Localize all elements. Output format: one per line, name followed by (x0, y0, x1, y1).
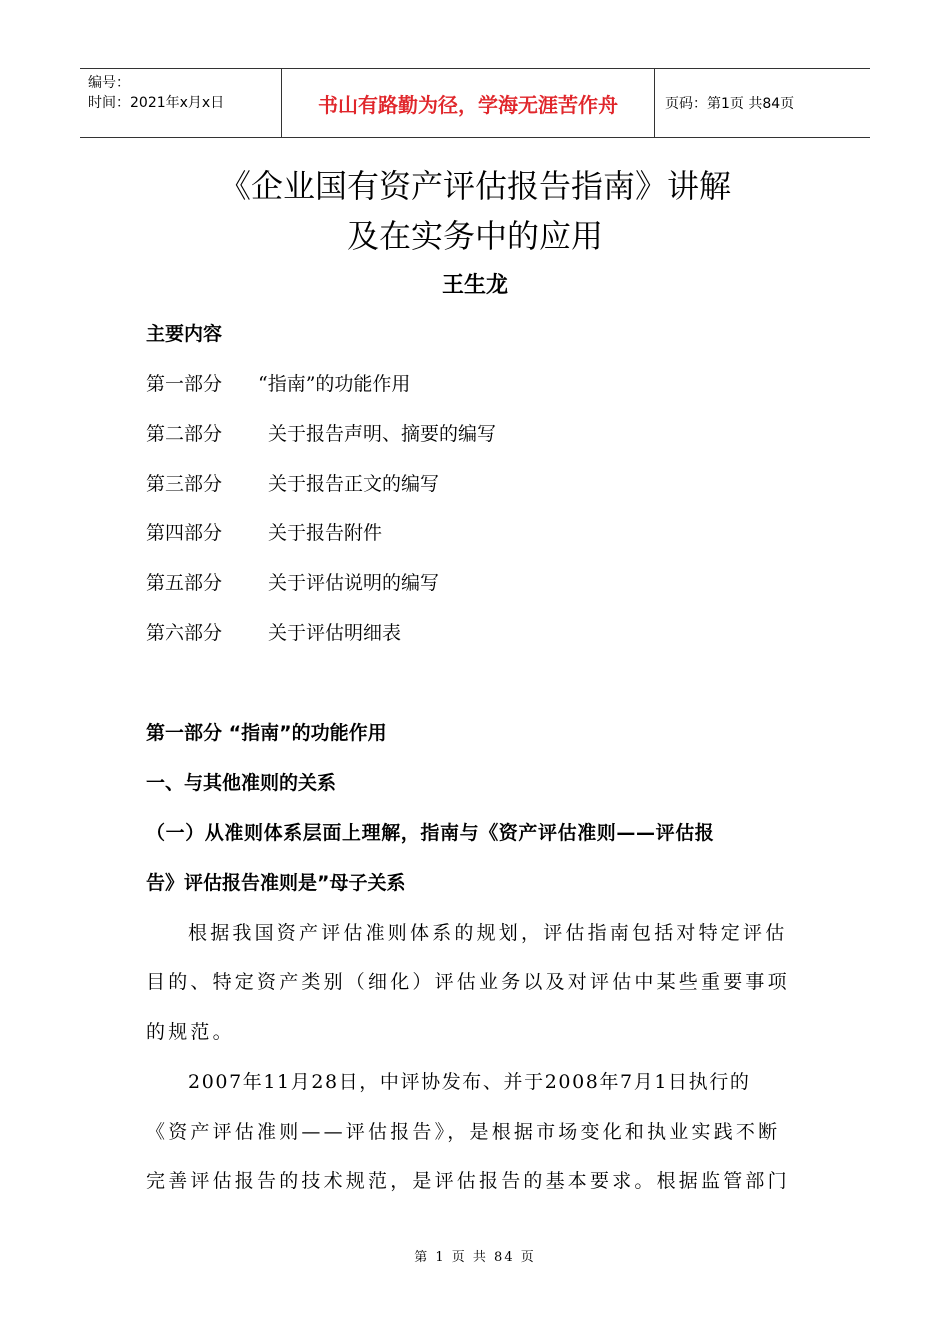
contents-heading: 主要内容 (146, 323, 223, 345)
title-line-2: 及在实务中的应用 (346, 217, 603, 255)
paragraph-2-line: 《资产评估准则——评估报告》，是根据市场变化和执业实践不断 (146, 1121, 781, 1143)
toc-item (146, 618, 401, 648)
toc-item-label: 第三部分 (146, 473, 223, 495)
page-footer: 第 1 页 共 84 页 (414, 1250, 536, 1265)
toc-item (146, 568, 439, 598)
toc-item-text: 关于报告附件 (268, 522, 383, 544)
toc-item-text: 关于报告声明、摘要的编写 (268, 423, 497, 445)
header-meta (80, 69, 282, 137)
subsection-heading: 一、与其他准则的关系 (146, 772, 337, 794)
toc-item (146, 518, 382, 548)
header-motto: 书山有路勤为径，学海无涯苦作舟 (282, 69, 655, 137)
toc-item-label: 第六部分 (146, 622, 223, 644)
toc-item-text: 关于评估明细表 (268, 622, 402, 644)
document-header (80, 68, 870, 138)
toc-item-text: “指南”的功能作用 (258, 373, 411, 395)
paragraph-2-line: 完善评估报告的技术规范，是评估报告的基本要求。根据监管部门 (146, 1170, 790, 1192)
paragraph-2-line: 2007年11月28日，中评协发布、并于2008年7月1日执行的 (188, 1071, 751, 1093)
title-line-1: 《企业国有资产评估报告指南》讲解 (218, 167, 731, 205)
toc-item-text: 关于报告正文的编写 (268, 473, 440, 495)
author: 王生龙 (441, 273, 508, 298)
toc-item (146, 469, 439, 499)
toc-item (146, 419, 496, 449)
toc-item (146, 369, 410, 399)
toc-item-text: 关于评估说明的编写 (268, 572, 440, 594)
sub-subsection-heading-line-2: 告》评估报告准则是”母子关系 (146, 872, 406, 894)
header-page-info: 页码：第1页 共84页 (665, 96, 795, 112)
paragraph-1-line: 目的、特定资产类别（细化）评估业务以及对评估中某些重要事项 (146, 971, 790, 993)
section-heading: 第一部分 “指南”的功能作用 (146, 722, 387, 744)
time-label: 时间：2021年x月x日 (88, 95, 225, 111)
toc-item-label: 第二部分 (146, 423, 223, 445)
paragraph-1-line: 根据我国资产评估准则体系的规划，评估指南包括对特定评估 (188, 922, 788, 944)
serial-label: 编号： (88, 75, 130, 91)
toc-item-label: 第四部分 (146, 522, 223, 544)
toc-item-label: 第一部分 (146, 373, 223, 395)
toc-item-label: 第五部分 (146, 572, 223, 594)
sub-subsection-heading-line-1: （一）从准则体系层面上理解，指南与《资产评估准则——评估报 (146, 822, 715, 844)
paragraph-1-line: 的规范。 (146, 1021, 235, 1043)
